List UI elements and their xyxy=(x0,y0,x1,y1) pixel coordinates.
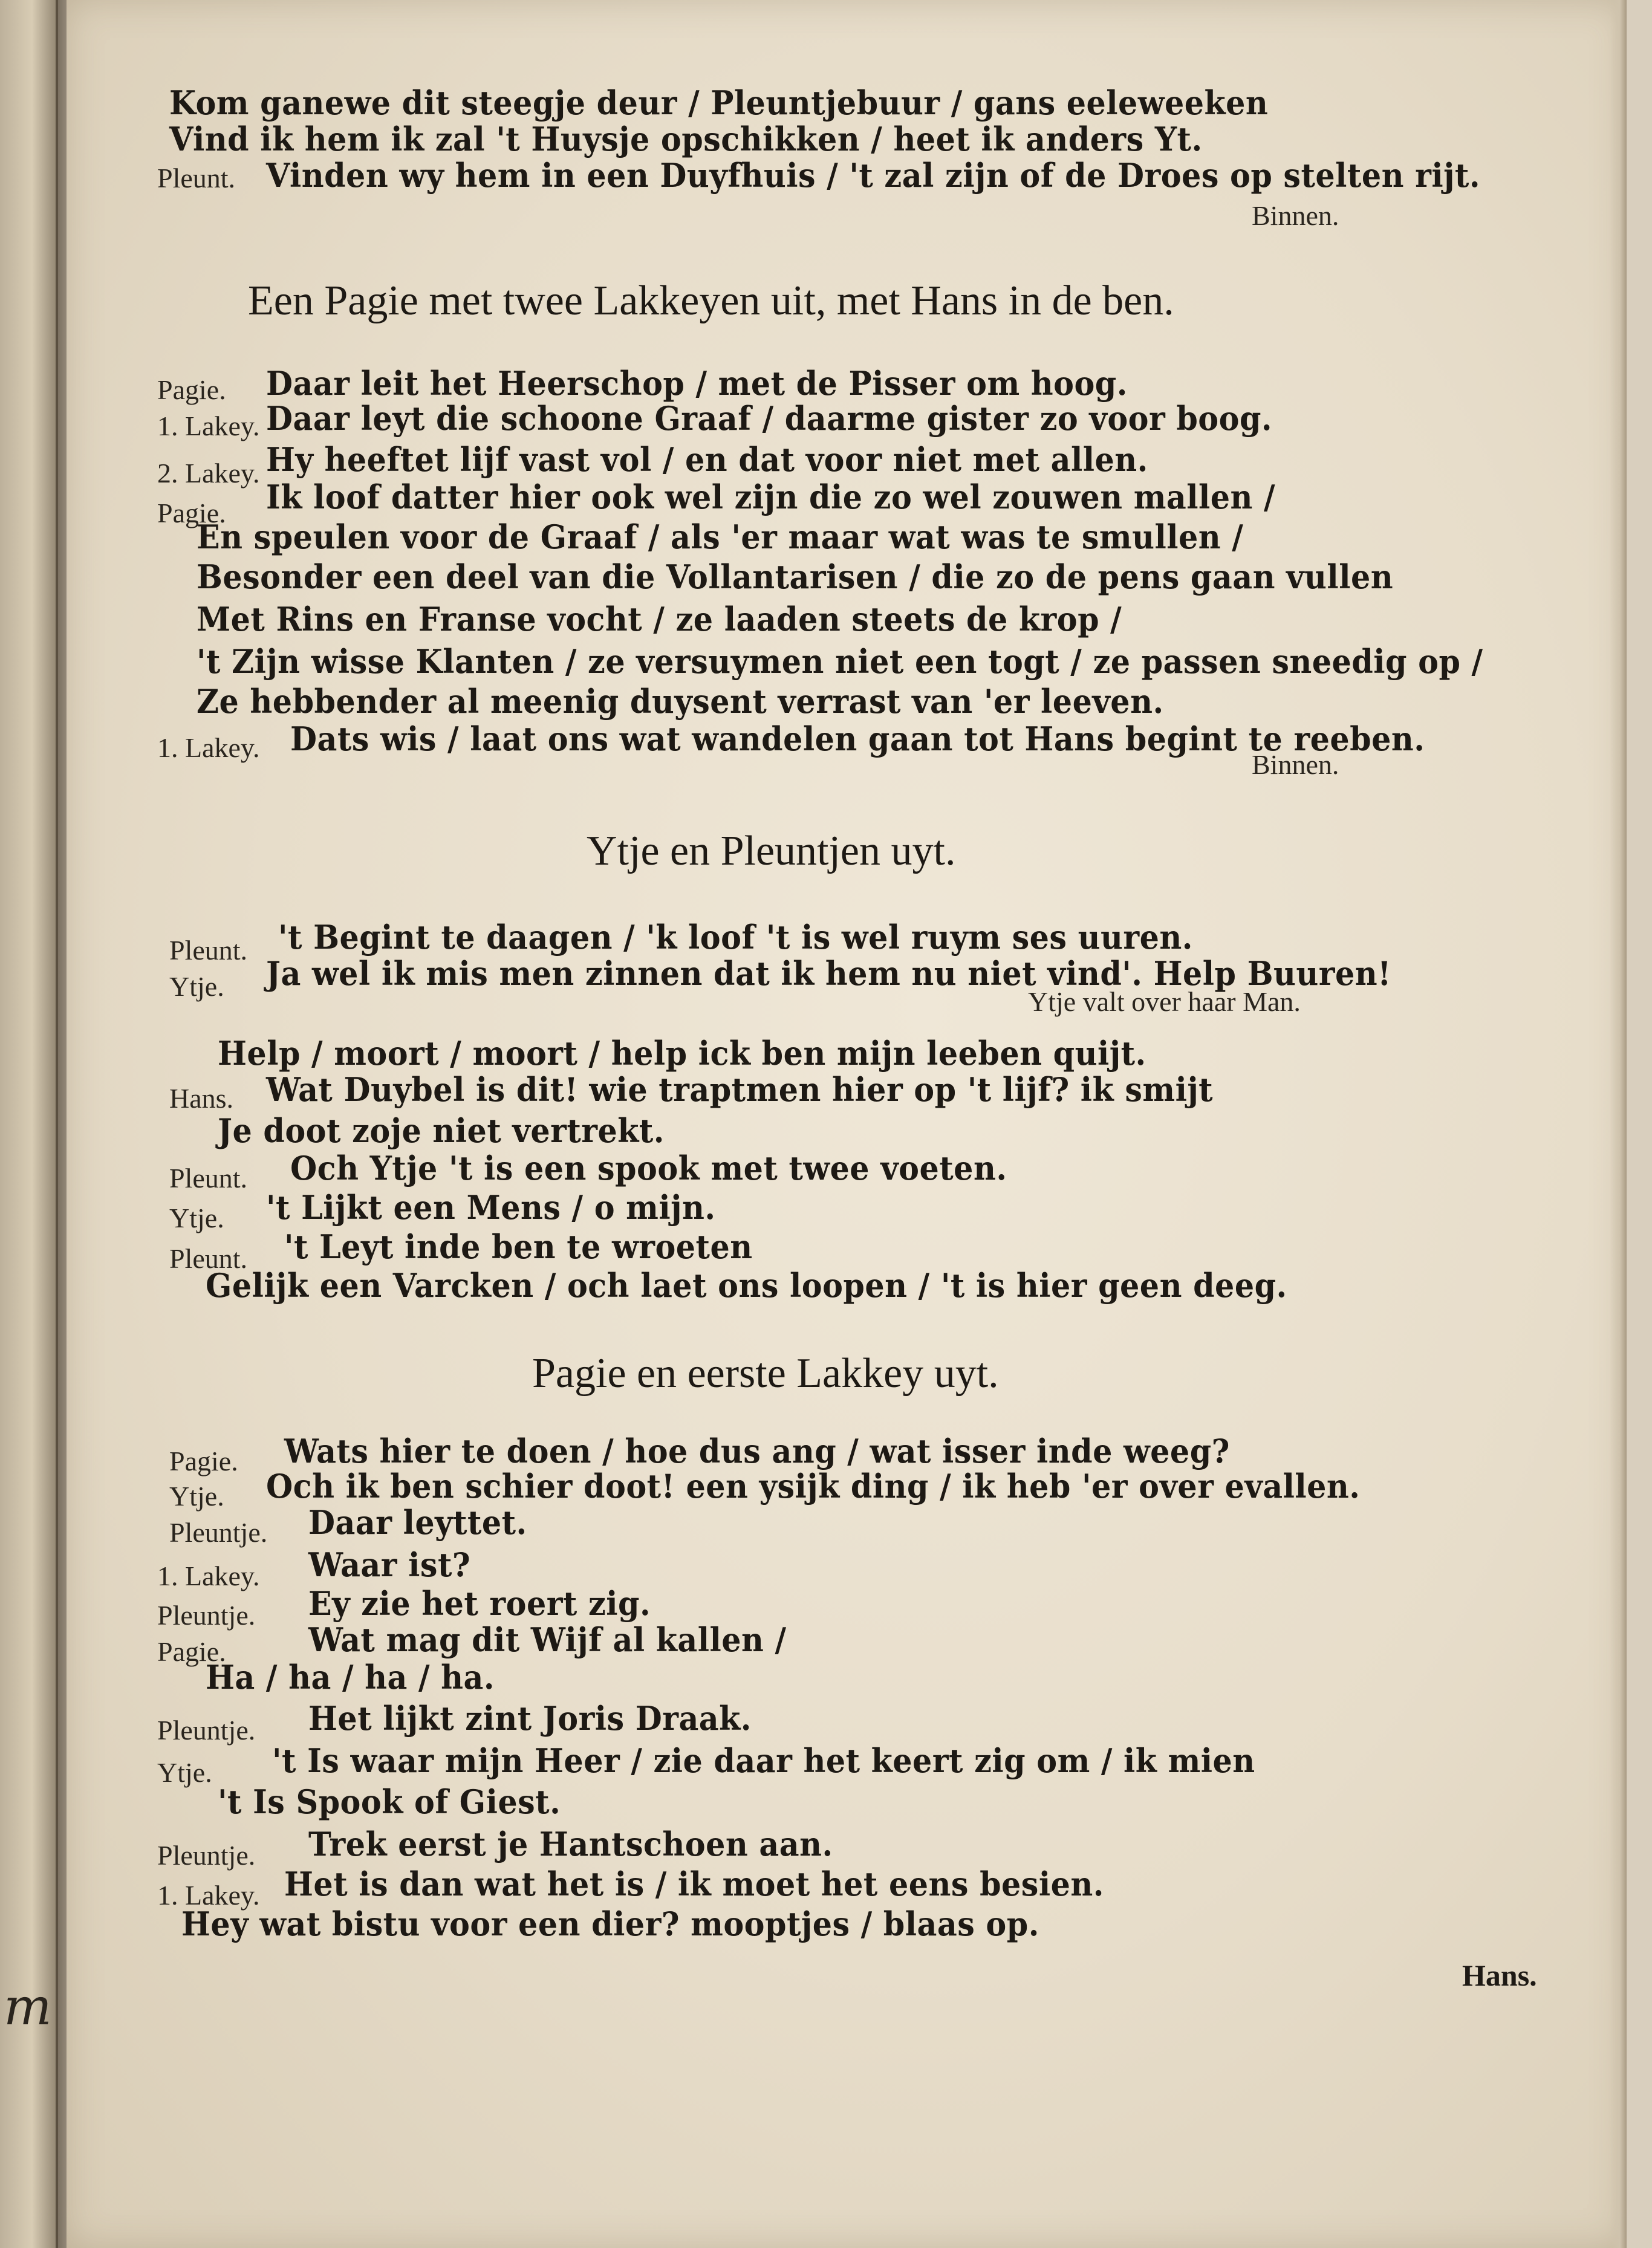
speaker-label: Pagie. xyxy=(169,1446,238,1476)
speaker-label: Pleunt. xyxy=(157,163,236,193)
verse-line: Vind ik hem ik zal 't Huysje opschikken / heet ik anders Yt. xyxy=(169,120,1203,158)
verse-line: Och ik ben schier doot! een ysijk ding / ik heb 'er over evallen. xyxy=(266,1467,1361,1506)
verse-line: Besonder een deel van die Vollantarisen / die zo de pens gaan vullen xyxy=(197,557,1394,596)
speaker-label: 1. Lakey. xyxy=(157,732,260,763)
speaker-label: Pleuntje. xyxy=(157,1840,256,1871)
speaker-label: Ytje. xyxy=(169,1481,224,1512)
verse-line: Ey zie het roert zig. xyxy=(308,1584,651,1623)
verse-line: Waar ist? xyxy=(308,1545,471,1584)
speaker-label: Pleunt. xyxy=(169,935,248,966)
verse-line: Ha / ha / ha / ha. xyxy=(206,1658,495,1697)
speaker-label: Pleuntje. xyxy=(157,1600,256,1631)
verse-line: 't Leyt inde ben te wroeten xyxy=(284,1227,753,1266)
page-edge xyxy=(1610,0,1627,2248)
speaker-label: Pleunt. xyxy=(169,1163,248,1194)
catchword: Hans. xyxy=(1462,1958,1537,1992)
verse-line: Dats wis / laat ons wat wandelen gaan tot Hans begint te reeben. xyxy=(290,720,1425,758)
stage-direction: Binnen. xyxy=(1252,749,1339,780)
speaker-label: Hans. xyxy=(169,1083,234,1114)
verse-line: Wats hier te doen / hoe dus ang / wat isser inde weeg? xyxy=(284,1432,1230,1470)
speaker-label: Pleuntje. xyxy=(157,1715,256,1746)
verse-line: Met Rins en Franse vocht / ze laaden steets de krop / xyxy=(197,600,1122,638)
speaker-label: 1. Lakey. xyxy=(157,1880,260,1911)
left-page-fragment: m xyxy=(4,1977,52,2036)
speaker-label: Ytje. xyxy=(157,1757,212,1788)
verse-line: 't Zijn wisse Klanten / ze versuymen niet een togt / ze passen sneedig op / xyxy=(197,642,1483,681)
left-facing-page xyxy=(0,0,58,2248)
verse-line: Help / moort / moort / help ick ben mijn leeben quijt. xyxy=(218,1034,1146,1073)
verse-line: Hey wat bistu voor een dier? mooptjes / blaas op. xyxy=(181,1905,1039,1943)
speaker-label: 1. Lakey. xyxy=(157,411,260,441)
speaker-label: Ytje. xyxy=(169,971,224,1002)
speaker-label: Ytje. xyxy=(169,1203,224,1233)
verse-line: Hy heeftet lijf vast vol / en dat voor niet met allen. xyxy=(266,440,1148,479)
scene-heading: Pagie en eerste Lakkey uyt. xyxy=(532,1350,999,1397)
page xyxy=(67,0,1627,2248)
verse-line: Kom ganewe dit steegje deur / Pleuntjebuur / gans eeleweeken xyxy=(169,83,1269,122)
verse-line: Het lijkt zint Joris Draak. xyxy=(308,1699,752,1738)
verse-line: Trek eerst je Hantschoen aan. xyxy=(308,1825,833,1863)
speaker-label: Pagie. xyxy=(157,498,226,528)
verse-line: Je doot zoje niet vertrekt. xyxy=(218,1111,665,1150)
verse-line: Gelijk een Varcken / och laet ons loopen / 't is hier geen deeg. xyxy=(206,1266,1287,1305)
speaker-label: Pleunt. xyxy=(169,1243,248,1274)
verse-line: En speulen voor de Graaf / als 'er maar wat was te smullen / xyxy=(197,518,1244,556)
stage-direction: Ytje valt over haar Man. xyxy=(1028,986,1301,1017)
verse-line: Ik loof datter hier ook wel zijn die zo wel zouwen mallen / xyxy=(266,478,1276,516)
verse-line: Och Ytje 't is een spook met twee voeten. xyxy=(290,1149,1007,1187)
speaker-label: 2. Lakey. xyxy=(157,458,260,489)
verse-line: Vinden wy hem in een Duyfhuis / 't zal zijn of de Droes op stelten rijt. xyxy=(266,156,1480,195)
verse-line: Daar leit het Heerschop / met de Pisser om hoog. xyxy=(266,364,1128,403)
verse-line: Wat mag dit Wijf al kallen / xyxy=(308,1620,787,1659)
verse-line: Ze hebbender al meenig duysent verrast van 'er leeven. xyxy=(197,682,1164,721)
scene-heading: Ytje en Pleuntjen uyt. xyxy=(587,828,956,874)
verse-line: Wat Duybel is dit! wie traptmen hier op 't lijf? ik smijt xyxy=(266,1070,1214,1109)
verse-line: Ja wel ik mis men zinnen dat ik hem nu niet vind'. Help Buuren! xyxy=(266,954,1391,993)
speaker-label: Pagie. xyxy=(157,1636,226,1667)
verse-line: 't Is waar mijn Heer / zie daar het keert zig om / ik mien xyxy=(272,1741,1255,1780)
verse-line: Het is dan wat het is / ik moet het eens besien. xyxy=(284,1865,1104,1903)
verse-line: Daar leyt die schoone Graaf / daarme gister zo voor boog. xyxy=(266,399,1273,438)
verse-line: Daar leyttet. xyxy=(308,1503,527,1542)
scene-heading: Een Pagie met twee Lakkeyen uit, met Hans in de ben. xyxy=(248,278,1174,324)
speaker-label: 1. Lakey. xyxy=(157,1561,260,1591)
stage-direction: Binnen. xyxy=(1252,200,1339,231)
verse-line: 't Begint te daagen / 'k loof 't is wel ruym ses uuren. xyxy=(278,918,1193,957)
speaker-label: Pagie. xyxy=(157,374,226,405)
verse-line: 't Lijkt een Mens / o mijn. xyxy=(266,1188,716,1227)
speaker-label: Pleuntje. xyxy=(169,1517,268,1548)
verse-line: 't Is Spook of Giest. xyxy=(218,1782,561,1821)
